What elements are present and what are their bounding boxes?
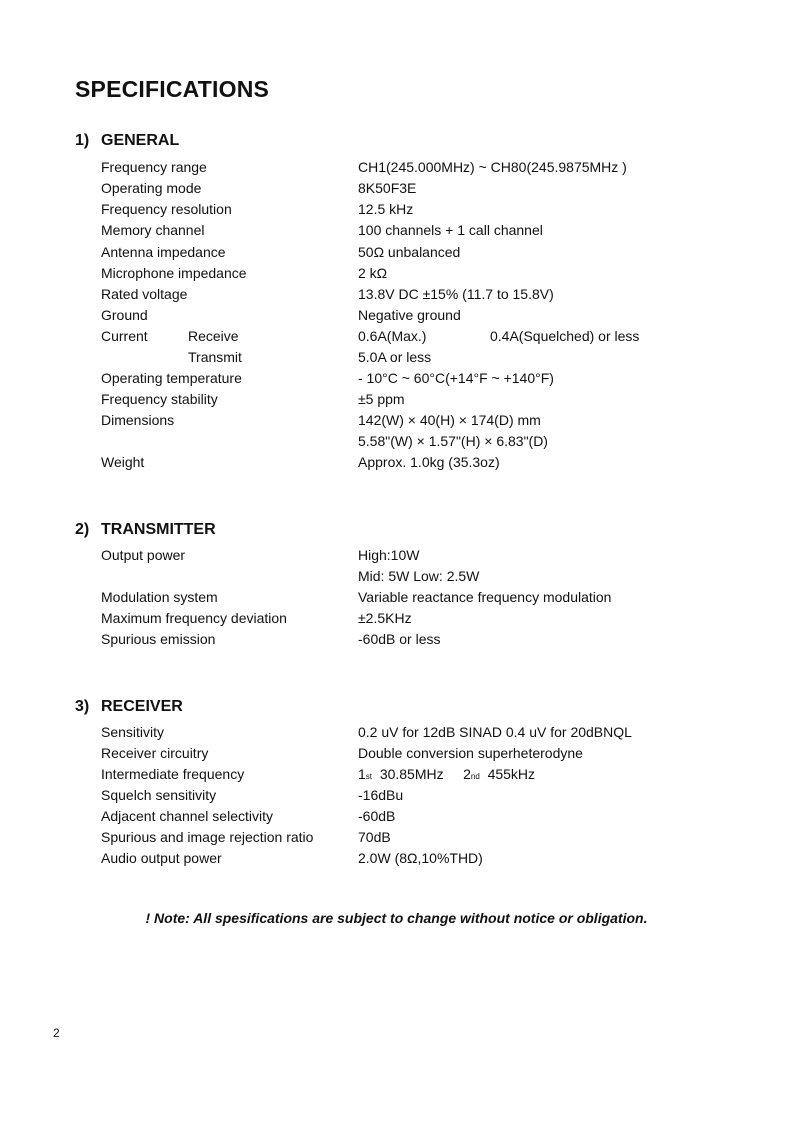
- spec-value: - 10°C ~ 60°C(+14°F ~ +140°F): [358, 370, 554, 386]
- spec-label: Squelch sensitivity: [101, 787, 217, 803]
- section-receiver-heading: [75, 698, 183, 716]
- spec-value: 50Ω unbalanced: [358, 244, 461, 260]
- spec-label: Ground: [101, 307, 148, 323]
- section-title: TRANSMITTER: [101, 521, 216, 538]
- spec-value: 5.0A or less: [358, 349, 432, 365]
- spec-label: Modulation system: [101, 589, 218, 605]
- spec-label: Frequency range: [101, 159, 207, 175]
- if-first-value: 30.85MHz: [379, 766, 444, 782]
- spec-label: Spurious and image rejection ratio: [101, 829, 314, 845]
- spec-label: Sensitivity: [101, 724, 165, 740]
- page-title: SPECIFICATIONS: [75, 76, 270, 102]
- section-number: 3): [75, 698, 90, 715]
- spec-label: Microphone impedance: [101, 265, 247, 281]
- spec-value: 100 channels + 1 call channel: [358, 222, 543, 238]
- spec-label: Spurious emission: [101, 631, 216, 647]
- spec-value: Negative ground: [358, 307, 461, 323]
- section-number: 2): [75, 521, 90, 538]
- section-title: RECEIVER: [101, 698, 183, 715]
- spec-label: Weight: [101, 454, 145, 470]
- spec-value: Approx. 1.0kg (35.3oz): [358, 454, 500, 470]
- spec-value: -16dBu: [358, 787, 404, 803]
- section-general-heading: [75, 132, 179, 150]
- page-number: 2: [53, 1026, 60, 1040]
- spec-value: Variable reactance frequency modulation: [358, 589, 612, 605]
- spec-value: Double conversion superheterodyne: [358, 745, 583, 761]
- section-title: GENERAL: [101, 132, 180, 149]
- if-second-value: 455kHz: [487, 766, 536, 782]
- disclaimer-note: ! Note: All spesifications are subject to change without notice or obligation.: [145, 910, 648, 926]
- section-number: 1): [75, 132, 90, 149]
- section-transmitter-heading: [75, 521, 216, 539]
- spec-value: 8K50F3E: [358, 180, 417, 196]
- spec-label: Output power: [101, 547, 186, 563]
- spec-label: Maximum frequency deviation: [101, 610, 287, 626]
- spec-label: Antenna impedance: [101, 244, 226, 260]
- spec-value: 142(W) × 40(H) × 174(D) mm: [358, 412, 541, 428]
- spec-value: 0.2 uV for 12dB SINAD 0.4 uV for 20dBNQL: [358, 724, 632, 740]
- spec-label: Adjacent channel selectivity: [101, 808, 273, 824]
- if-first-number: 1: [358, 766, 366, 782]
- spec-value: CH1(245.000MHz) ~ CH80(245.9875MHz ): [358, 159, 627, 175]
- if-second-number: 2: [463, 766, 471, 782]
- spec-value: ±5 ppm: [358, 391, 405, 407]
- spec-sublabel: Receive: [188, 328, 239, 344]
- spec-label: Operating temperature: [101, 370, 242, 386]
- spec-label: Current: [101, 328, 148, 344]
- spec-value: 0.6A(Max.): [358, 328, 427, 344]
- spec-value: 2.0W (8Ω,10%THD): [358, 850, 483, 866]
- spec-value: 13.8V DC ±15% (11.7 to 15.8V): [358, 286, 554, 302]
- spec-label: Operating mode: [101, 180, 202, 196]
- spec-value: [358, 766, 535, 782]
- spec-value: -60dB or less: [358, 631, 441, 647]
- if-first-suffix: st: [365, 772, 373, 781]
- spec-label: Memory channel: [101, 222, 205, 238]
- spec-value: 2 kΩ: [358, 265, 388, 281]
- spec-label: Dimensions: [101, 412, 175, 428]
- spec-value: 0.4A(Squelched) or less: [490, 328, 640, 344]
- spec-value: 5.58"(W) × 1.57"(H) × 6.83"(D): [358, 433, 548, 449]
- spec-value: ±2.5KHz: [358, 610, 412, 626]
- spec-value: Mid: 5W Low: 2.5W: [358, 568, 480, 584]
- spec-label: Frequency stability: [101, 391, 218, 407]
- spec-label: Intermediate frequency: [101, 766, 245, 782]
- spec-label: Rated voltage: [101, 286, 188, 302]
- spec-label: Receiver circuitry: [101, 745, 209, 761]
- spec-value: -60dB: [358, 808, 396, 824]
- spec-sublabel: Transmit: [188, 349, 242, 365]
- spec-label: Audio output power: [101, 850, 222, 866]
- spec-value: High:10W: [358, 547, 420, 563]
- spec-value: 70dB: [358, 829, 391, 845]
- spec-label: Frequency resolution: [101, 201, 232, 217]
- if-second-suffix: nd: [470, 772, 480, 781]
- spec-value: 12.5 kHz: [358, 201, 414, 217]
